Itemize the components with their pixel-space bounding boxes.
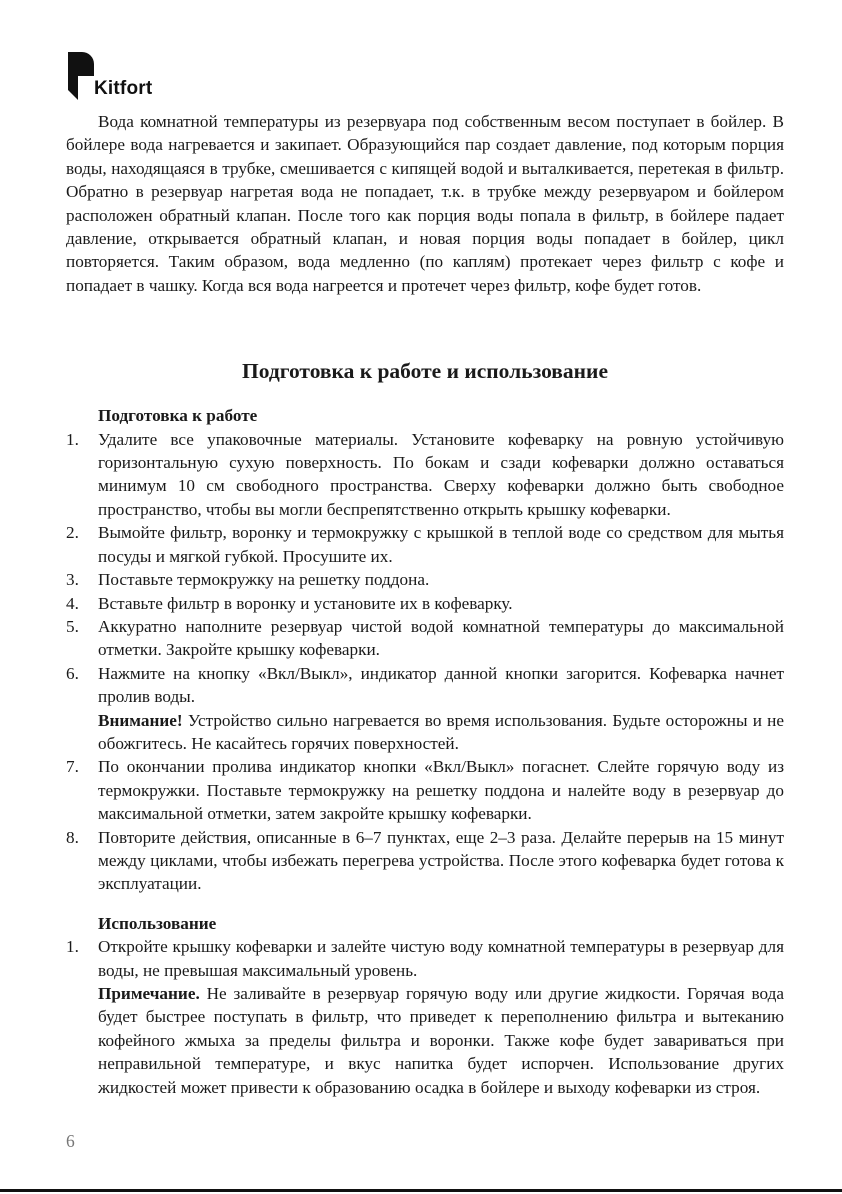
list-item-number: 5. xyxy=(66,616,79,636)
list-item-text: Аккуратно наполните резервуар чистой водой комнатной температуры до максимальной отметки. Закройте крышку кофеварки. xyxy=(98,616,784,660)
warning-label: Внимание! xyxy=(98,710,183,730)
list-item xyxy=(66,662,784,756)
list-item-number: 8. xyxy=(66,827,79,847)
list-item-number: 4. xyxy=(66,593,79,613)
intro-paragraph: Вода комнатной температуры из резервуара под собственным весом поступает в бойлер. В бойлере вода нагревается и закипает. Образующийся пар создает давление, под которым порция воды, находящаяся в трубке, смешивается с кипящей водой и выталкивается, перетекая в фильтр. Обратно в резервуар нагретая вода не попадает, т.к. в трубке между резервуаром и бойлером расположен обратный клапан. После того как порция воды попала в фильтр, в бойлере падает давление, открывается обратный клапан, и новая порция воды попадает в бойлер, цикл повторяется. Таким образом, вода медленно (по каплям) протекает через фильтр с кофе и попадает в чашку. Когда вся вода нагреется и протечет через фильтр, кофе будет готов. xyxy=(66,112,784,295)
note xyxy=(98,982,784,1099)
page-number: 6 xyxy=(66,1131,75,1151)
list-item-text: По окончании пролива индикатор кнопки «Вкл/Выкл» погаснет. Слейте горячую воду из термокружки. Поставьте термокружку на решетку поддона и налейте воду в резервуар до максимальной отметки, затем закройте крышку кофеварки. xyxy=(98,757,784,824)
list-item-number: 1. xyxy=(66,429,79,449)
note-text: Не заливайте в резервуар горячую воду или другие жидкости. Горячая вода будет быстрее поступать в фильтр, что приведет к переполнению фильтра и вытеканию кофейного жмыха за пределы фильтра и воронки. Также кофе будет завариваться при неправильной температуре, и вкус напитка будет испорчен. Использование других жидкостей может привести к образованию осадка в бойлере и выходу кофеварки из строя. xyxy=(98,984,784,1097)
list-item xyxy=(66,428,784,522)
section-title: Подготовка к работе и использование xyxy=(242,359,608,384)
list-item-text: Откройте крышку кофеварки и залейте чистую воду комнатной температуры в резервуар для воды, не превышая максимальный уровень. xyxy=(98,937,784,980)
list-item-text: Вымойте фильтр, воронку и термокружку с крышкой в теплой воде со средством для мытья посуды и мягкой губкой. Просушите их. xyxy=(98,523,784,566)
page-content xyxy=(66,110,784,1099)
usage-heading: Использование xyxy=(98,913,217,933)
preparation-heading: Подготовка к работе xyxy=(98,406,258,426)
list-item-text: Нажмите на кнопку «Вкл/Выкл», индикатор данной кнопки загорится. Кофеварка начнет пролив воды. xyxy=(98,663,784,707)
list-item-number: 1. xyxy=(66,937,79,957)
brand-name: Kitfort xyxy=(94,78,153,99)
list-item xyxy=(66,615,784,662)
list-item-number: 6. xyxy=(66,663,79,683)
note-label: Примечание. xyxy=(98,984,200,1003)
list-item xyxy=(66,935,784,1099)
usage-list xyxy=(66,935,784,1099)
list-item xyxy=(66,755,784,825)
list-item xyxy=(66,592,784,615)
kitfort-logo xyxy=(68,52,188,100)
list-item xyxy=(66,568,784,591)
preparation-list xyxy=(66,428,784,896)
list-item-number: 7. xyxy=(66,757,79,777)
kitfort-logo-mark-icon xyxy=(68,52,94,100)
list-item-number: 3. xyxy=(66,570,79,590)
warning-text: Устройство сильно нагревается во время использования. Будьте осторожны и не обожгитесь. Не касайтесь горячих поверхностей. xyxy=(98,710,784,753)
list-item-text: Вставьте фильтр в воронку и установите их в кофеварку. xyxy=(98,593,513,613)
list-item xyxy=(66,521,784,568)
warning-note xyxy=(98,709,784,756)
list-item-number: 2. xyxy=(66,523,79,543)
list-item xyxy=(66,826,784,896)
list-item-text: Поставьте термокружку на решетку поддона. xyxy=(98,570,430,590)
bottom-divider xyxy=(0,1189,842,1192)
list-item-text: Удалите все упаковочные материалы. Установите кофеварку на ровную устойчивую горизонтальную сухую поверхность. По бокам и сзади кофеварки должно оставаться минимум 10 см свободного пространства. Сверху кофеварки должно быть свободное пространство, чтобы вы могли беспрепятственно открыть крышку кофеварки. xyxy=(98,429,784,519)
list-item-text: Повторите действия, описанные в 6–7 пунктах, еще 2–3 раза. Делайте перерыв на 15 минут между циклами, чтобы избежать перегрева устройства. После этого кофеварка будет готова к эксплуатации. xyxy=(98,827,784,894)
